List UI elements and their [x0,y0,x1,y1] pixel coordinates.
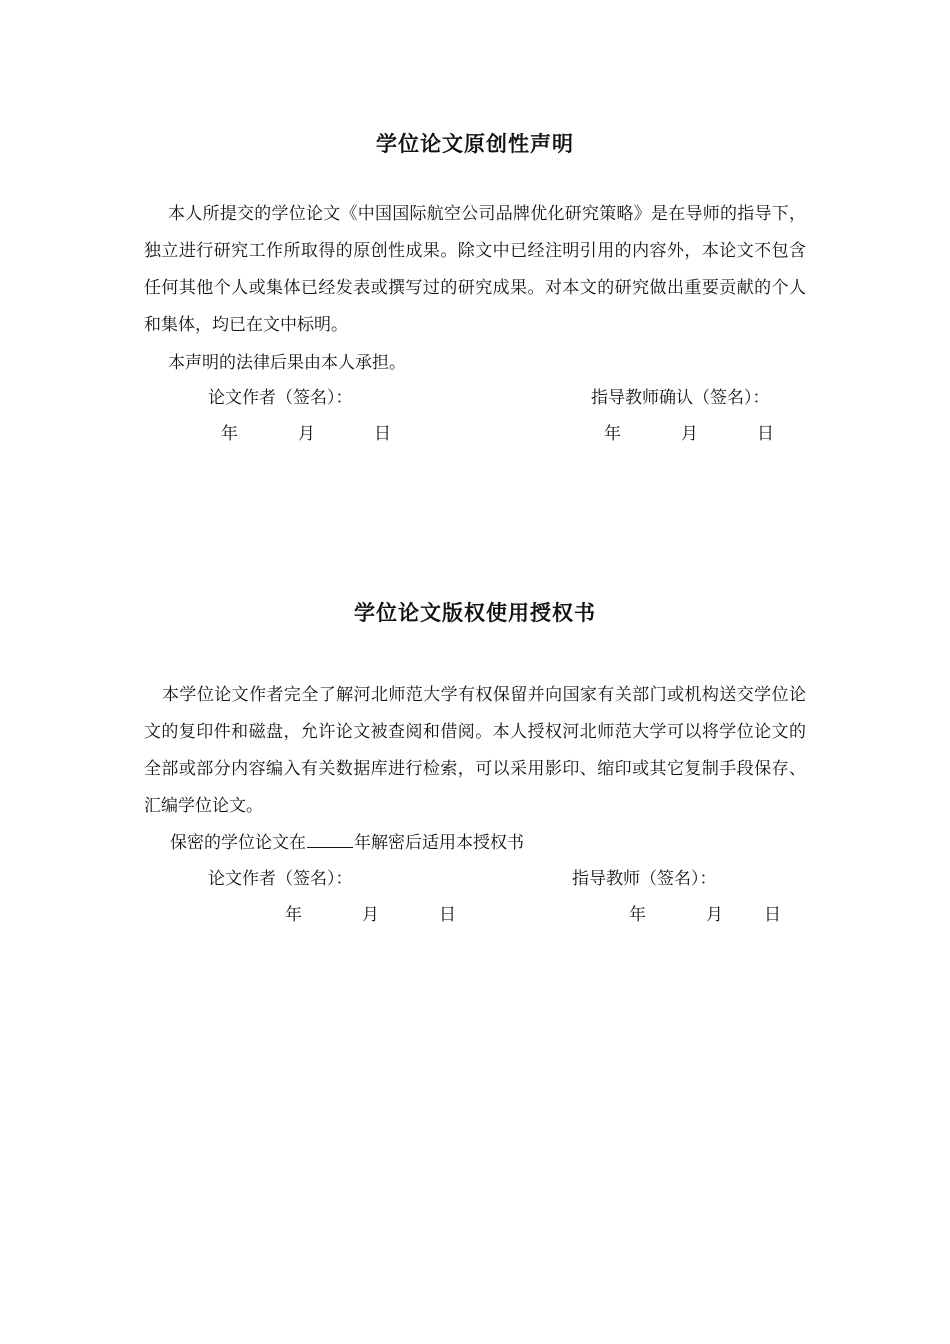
originality-statement-title: 学位论文原创性声明 [376,132,574,156]
copyright-authorization-body: 本学位论文作者完全了解河北师范大学有权保留并向国家有关部门或机构送交学位论文的复印件和磁盘，允许论文被查阅和借阅。本人授权河北师范大学可以将学位论文的全部或部分内容编入有关数据库进行检索，可以采用影印、缩印或其它复制手段保存、汇编学位论文。 [144,685,806,816]
advisor-confirm-signature-label: 指导教师确认（签名）： [591,388,770,408]
secrecy-years-blank [307,831,353,848]
secrecy-suffix: 年解密后适用本授权书 [354,833,524,853]
author-date-day: 日 [374,424,391,444]
author-date-month: 月 [298,424,315,444]
advisor-date-year: 年 [604,424,621,444]
secrecy-prefix: 保密的学位论文在 [170,833,306,853]
secrecy-line [170,831,524,855]
author-date-month-2: 月 [362,905,379,925]
advisor-date-day: 日 [757,424,774,444]
copyright-authorization-title: 学位论文版权使用授权书 [354,601,596,625]
advisor-date-month-2: 月 [706,905,723,925]
author-date-year-2: 年 [285,905,302,925]
legal-consequence-line: 本声明的法律后果由本人承担。 [168,353,406,373]
author-date-day-2: 日 [439,905,456,925]
author-signature-label-2: 论文作者（签名）： [208,869,353,889]
advisor-date-year-2: 年 [629,905,646,925]
advisor-signature-label-2: 指导教师（签名）： [572,869,717,889]
advisor-date-month: 月 [681,424,698,444]
originality-statement-body: 本人所提交的学位论文《中国国际航空公司品牌优化研究策略》是在导师的指导下，独立进行研究工作所取得的原创性成果。除文中已经注明引用的内容外，本论文不包含任何其他个人或集体已经发表或撰写过的研究成果。对本文的研究做出重要贡献的个人和集体，均已在文中标明。 [144,204,806,335]
author-date-year: 年 [221,424,238,444]
author-signature-label: 论文作者（签名）： [208,388,353,408]
advisor-date-day-2: 日 [764,905,781,925]
